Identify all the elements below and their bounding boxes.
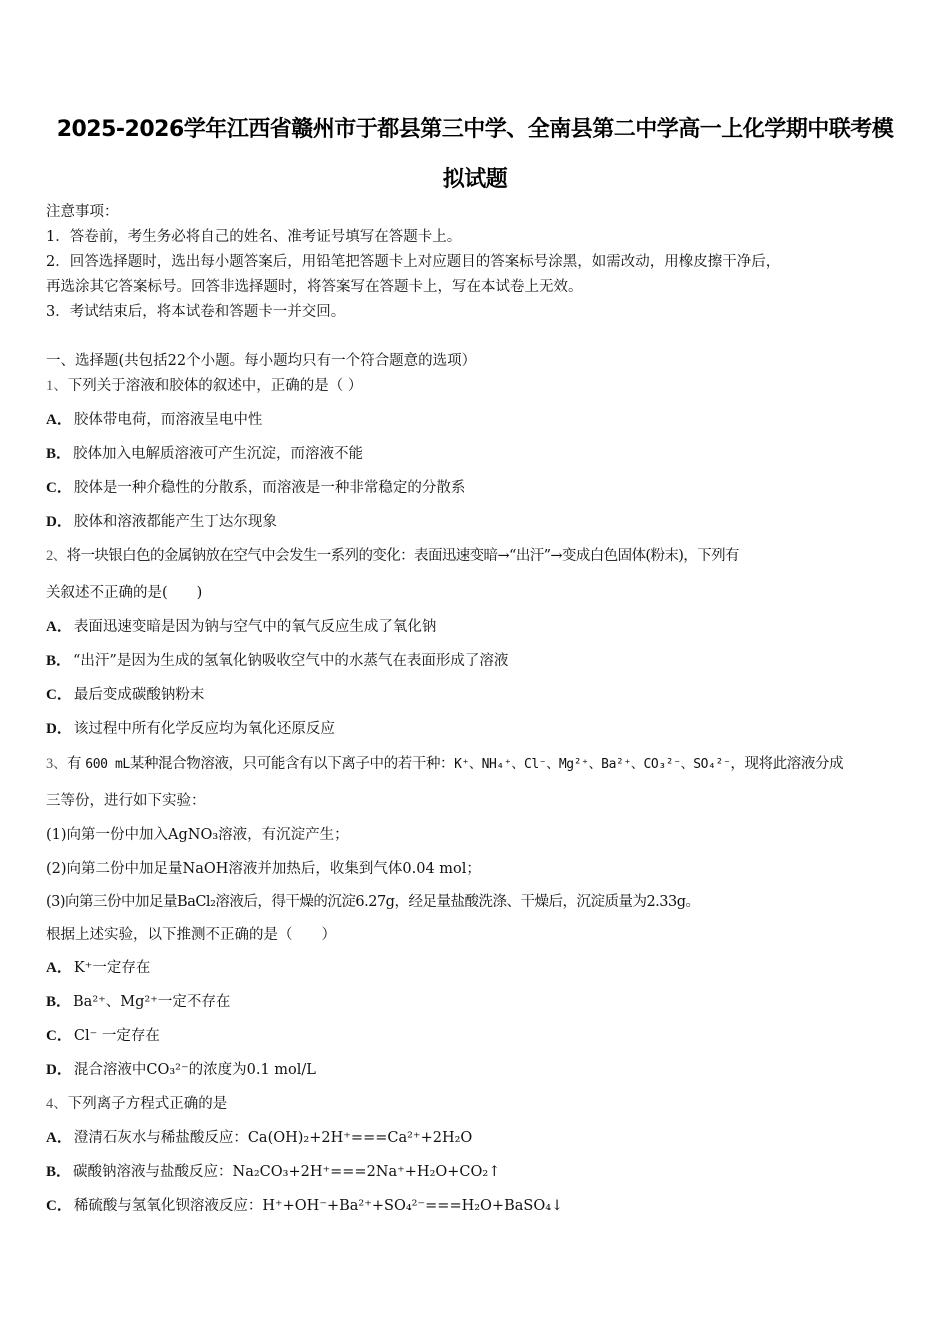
option-text: Ba²⁺、Mg²⁺一定不存在 bbox=[73, 994, 231, 1010]
ion: Mg²⁺ bbox=[558, 757, 589, 772]
option-text: 碳酸钠溶液与盐酸反应：Na₂CO₃+2H⁺===2Na⁺+H₂O+CO₂↑ bbox=[73, 1164, 501, 1180]
question-number: 1、 bbox=[46, 378, 68, 394]
ion: CO₃²⁻ bbox=[643, 757, 681, 772]
option-text: 混合溶液中CO₃²⁻的浓度为0.1 mol/L bbox=[73, 1062, 316, 1078]
option-letter: B． bbox=[46, 653, 72, 669]
ion: NH₄⁺ bbox=[481, 757, 512, 772]
question-3-prompt: 根据上述实验，以下推测不正确的是（ ） bbox=[46, 927, 336, 943]
option-text: 稀硫酸与氢氧化钡溶液反应：H⁺+OH⁻+Ba²⁺+SO₄²⁻===H₂O+BaSO₄↓ bbox=[73, 1198, 564, 1214]
option-letter: C． bbox=[46, 1198, 72, 1214]
question-text: ，现将此溶液分成 bbox=[730, 756, 844, 772]
volume-value: 600 mL bbox=[85, 757, 130, 772]
question-text: 某种混合物溶液，只可能含有以下离子中的若干种： bbox=[129, 756, 455, 772]
option-letter: B． bbox=[46, 446, 72, 462]
question-3-stem-line-2: 三等份，进行如下实验： bbox=[46, 793, 206, 809]
question-3-option-c[interactable] bbox=[46, 1026, 160, 1046]
option-text: 澄清石灰水与稀盐酸反应：Ca(OH)₂+2H⁺===Ca²⁺+2H₂O bbox=[73, 1130, 473, 1146]
question-3-experiment-2: (2)向第二份中加足量NaOH溶液并加热后，收集到气体0.04 mol； bbox=[46, 861, 481, 877]
question-2-stem-line-1 bbox=[46, 546, 739, 566]
option-letter: A． bbox=[46, 619, 72, 635]
option-letter: D． bbox=[46, 721, 72, 737]
ion: SO₄²⁻ bbox=[693, 757, 731, 772]
option-letter: C． bbox=[46, 1028, 72, 1044]
option-letter: A． bbox=[46, 412, 72, 428]
option-text: 该过程中所有化学反应均为氧化还原反应 bbox=[73, 721, 335, 737]
option-letter: D． bbox=[46, 514, 72, 530]
question-1-option-c[interactable] bbox=[46, 478, 465, 498]
option-letter: B． bbox=[46, 994, 72, 1010]
question-4-option-a[interactable] bbox=[46, 1128, 472, 1148]
option-text: 胶体带电荷，而溶液呈电中性 bbox=[73, 412, 263, 428]
notice-item-1: 1．答卷前，考生务必将自己的姓名、准考证号填写在答题卡上。 bbox=[46, 229, 462, 245]
question-3-experiment-1: (1)向第一份中加入AgNO₃溶液，有沉淀产生； bbox=[46, 827, 349, 843]
question-1-option-d[interactable] bbox=[46, 512, 277, 532]
question-1-stem bbox=[46, 376, 362, 396]
section-heading: 一、选择题(共包括22个小题。每小题均只有一个符合题意的选项） bbox=[46, 353, 477, 369]
option-text: 胶体加入电解质溶液可产生沉淀，而溶液不能 bbox=[73, 446, 364, 462]
question-text: 下列关于溶液和胶体的叙述中，正确的是（ ） bbox=[67, 378, 363, 394]
option-letter: A． bbox=[46, 960, 72, 976]
question-3-option-d[interactable] bbox=[46, 1060, 316, 1080]
option-text: 胶体是一种介稳性的分散系，而溶液是一种非常稳定的分散系 bbox=[73, 480, 466, 496]
page-title-line-1: 2025-2026学年江西省赣州市于都县第三中学、全南县第二中学高一上化学期中联考模 bbox=[56, 117, 894, 142]
page-title-line-2: 拟试题 bbox=[442, 167, 508, 192]
question-2-option-c[interactable] bbox=[46, 685, 204, 705]
option-letter: D． bbox=[46, 1062, 72, 1078]
option-text: 胶体和溶液都能产生丁达尔现象 bbox=[73, 514, 277, 530]
question-number: 4、 bbox=[46, 1096, 68, 1112]
question-2-stem-line-2: 关叙述不正确的是( ) bbox=[46, 585, 203, 601]
ion-list: K⁺、NH₄⁺、Cl⁻、Mg²⁺、Ba²⁺、CO₃²⁻、SO₄²⁻ bbox=[454, 757, 731, 772]
question-number: 2、 bbox=[46, 548, 67, 564]
question-3-stem-line-1 bbox=[46, 754, 843, 775]
question-4-option-b[interactable] bbox=[46, 1162, 500, 1182]
option-text: Cl⁻ 一定存在 bbox=[73, 1028, 160, 1044]
question-1-option-b[interactable] bbox=[46, 444, 363, 464]
question-text: 下列离子方程式正确的是 bbox=[67, 1096, 228, 1112]
notice-item-2-cont: 再选涂其它答案标号。回答非选择题时，将答案写在答题卡上，写在本试卷上无效。 bbox=[46, 279, 583, 295]
question-2-option-d[interactable] bbox=[46, 719, 335, 739]
notice-item-3: 3．考试结束后，将本试卷和答题卡一并交回。 bbox=[46, 304, 346, 320]
ion: Cl⁻ bbox=[523, 757, 547, 772]
option-letter: C． bbox=[46, 480, 72, 496]
option-text: K⁺一定存在 bbox=[73, 960, 151, 976]
option-text: 最后变成碳酸钠粉末 bbox=[73, 687, 205, 703]
notice-heading: 注意事项： bbox=[46, 204, 119, 220]
question-2-option-b[interactable] bbox=[46, 651, 508, 671]
question-4-option-c[interactable] bbox=[46, 1196, 563, 1216]
option-text: 表面迅速变暗是因为钠与空气中的氧气反应生成了氧化钠 bbox=[73, 619, 437, 635]
option-letter: C． bbox=[46, 687, 72, 703]
ion: Ba²⁺ bbox=[601, 757, 631, 772]
option-text: “出汗”是因为生成的氢氧化钠吸收空气中的水蒸气在表面形成了溶液 bbox=[73, 653, 509, 669]
question-1-option-a[interactable] bbox=[46, 410, 262, 430]
question-3-option-b[interactable] bbox=[46, 992, 230, 1012]
question-4-stem bbox=[46, 1094, 227, 1114]
question-2-option-a[interactable] bbox=[46, 617, 436, 637]
question-3-option-a[interactable] bbox=[46, 958, 150, 978]
question-text: 将一块银白色的金属钠放在空气中会发生一系列的变化：表面迅速变暗→“出汗”→变成白色固体(粉末)，下列有 bbox=[66, 548, 739, 564]
ion: K⁺ bbox=[454, 757, 470, 772]
option-letter: A． bbox=[46, 1130, 72, 1146]
option-letter: B． bbox=[46, 1164, 72, 1180]
question-number: 3、 bbox=[46, 756, 67, 772]
question-text: 有 bbox=[66, 756, 82, 772]
notice-item-2: 2．回答选择题时，选出每小题答案后，用铅笔把答题卡上对应题目的答案标号涂黑，如需改动，用橡皮擦干净后， bbox=[46, 254, 781, 270]
question-3-experiment-3: (3)向第三份中加足量BaCl₂溶液后，得干燥的沉淀6.27g，经足量盐酸洗涤、干燥后，沉淀质量为2.33g。 bbox=[46, 894, 700, 910]
